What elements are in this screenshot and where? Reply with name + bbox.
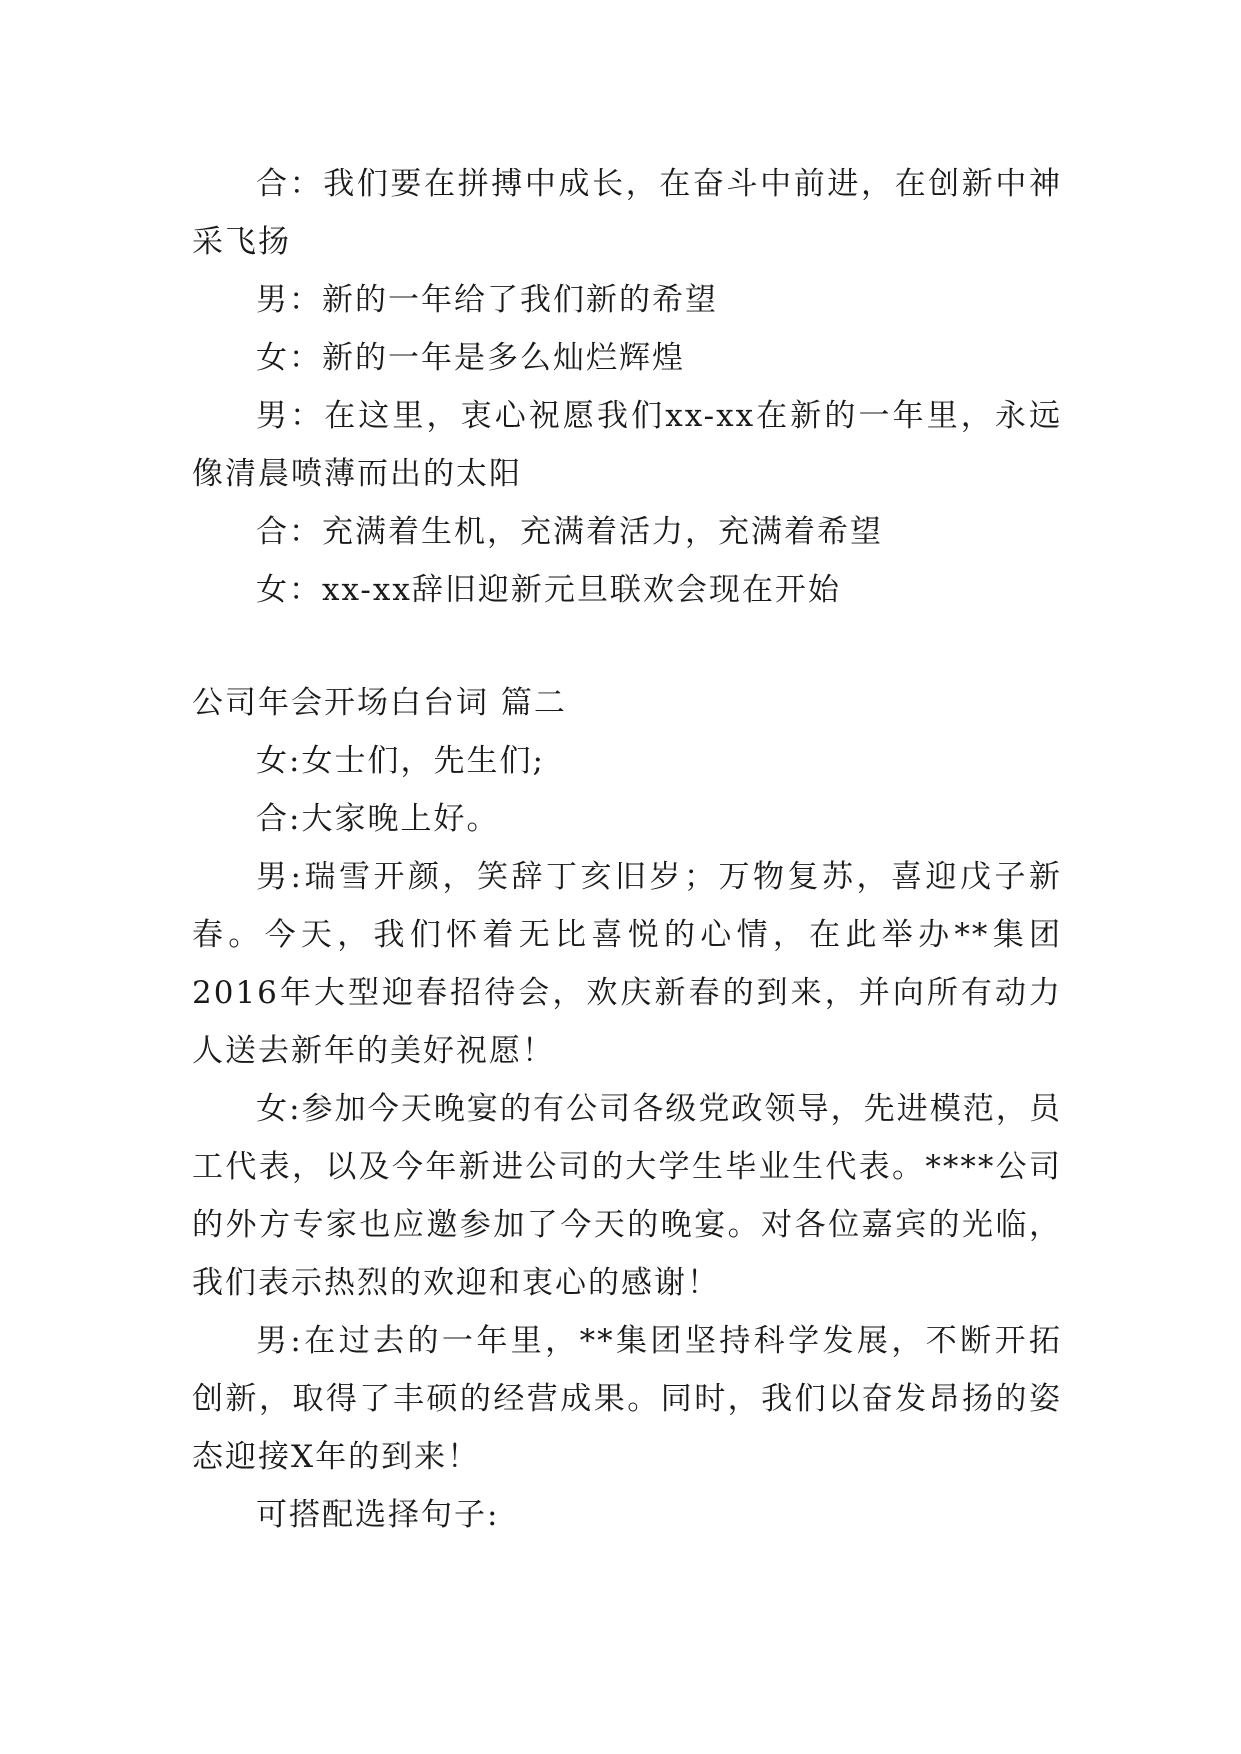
paragraph: 男：新的一年给了我们新的希望 [256, 282, 718, 318]
paragraph: 女：新的一年是多么灿烂辉煌 [256, 340, 685, 376]
paragraph: 合：我们要在拼搏中成长，在奋斗中前进，在创新中神采飞扬 [192, 166, 1062, 260]
document-body [192, 155, 1062, 1544]
paragraph: 合：充满着生机，充满着活力，充满着希望 [256, 514, 883, 550]
paragraph: 女：xx-xx辞旧迎新元旦联欢会现在开始 [256, 572, 841, 608]
paragraph: 可搭配选择句子: [256, 1497, 500, 1533]
paragraph: 男：在这里，衷心祝愿我们xx-xx在新的一年里，永远像清晨喷薄而出的太阳 [192, 398, 1062, 492]
paragraph: 女:女士们，先生们; [256, 743, 545, 779]
paragraph: 男:瑞雪开颜，笑辞丁亥旧岁；万物复苏，喜迎戊子新春。今天，我们怀着无比喜悦的心情，在此举办**集团2016年大型迎春招待会，欢庆新春的到来，并向所有动力人送去新年的美好祝愿！ [192, 859, 1062, 1069]
paragraph: 男:在过去的一年里，**集团坚持科学发展，不断开拓创新，取得了丰硕的经营成果。同时，我们以奋发昂扬的姿态迎接X年的到来！ [192, 1323, 1062, 1475]
paragraph: 女:参加今天晚宴的有公司各级党政领导，先进模范，员工代表，以及今年新进公司的大学生毕业生代表。****公司的外方专家也应邀参加了今天的晚宴。对各位嘉宾的光临，我们表示热烈的欢迎和衷心的感谢！ [192, 1091, 1062, 1301]
paragraph: 合:大家晚上好。 [256, 801, 500, 837]
section-heading: 公司年会开场白台词 篇二 [192, 685, 567, 721]
